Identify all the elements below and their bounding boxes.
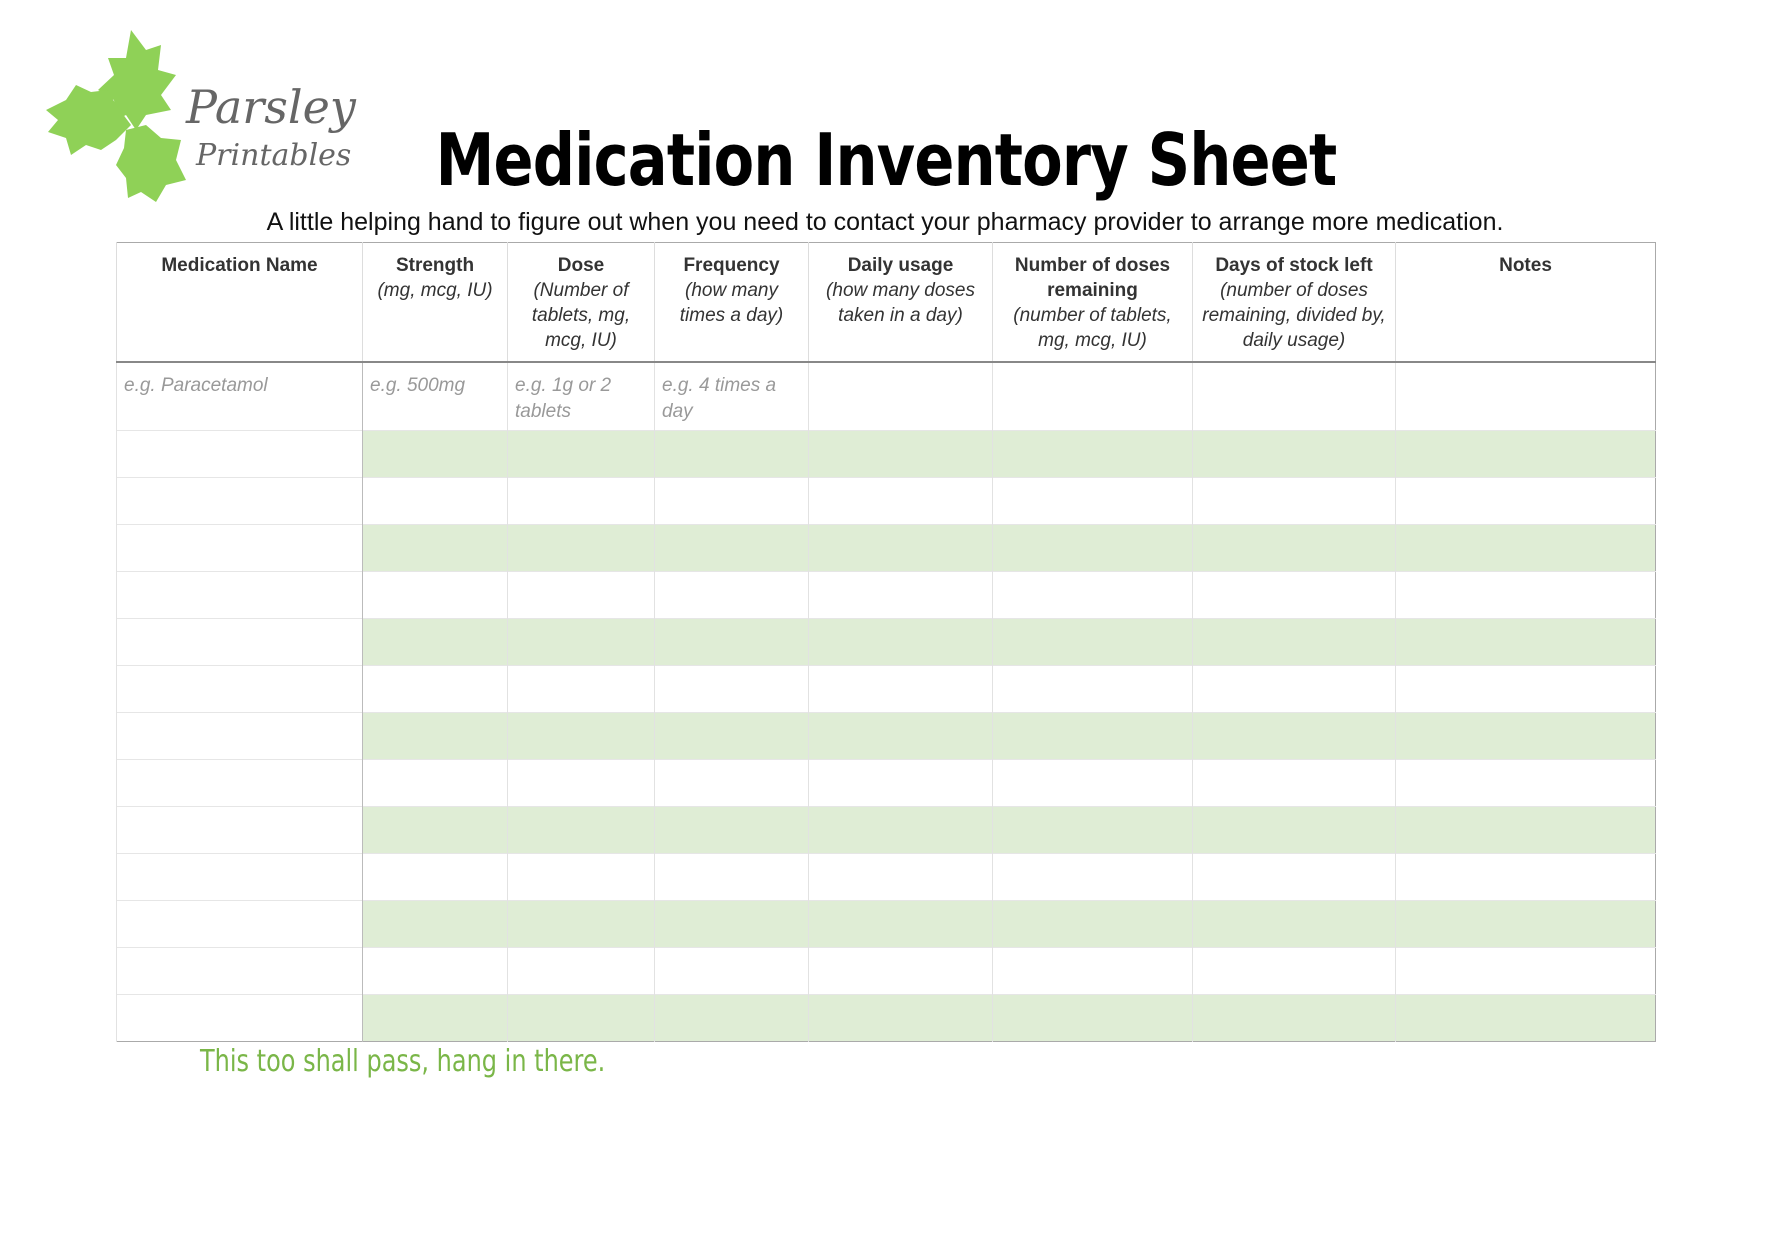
example-cell[interactable]: e.g. 500mg [363,362,508,430]
entry-cell[interactable] [1396,759,1656,806]
entry-cell[interactable] [655,712,809,759]
entry-cell[interactable] [655,853,809,900]
column-header [809,243,993,363]
entry-cell[interactable] [655,477,809,524]
entry-cell[interactable] [809,618,993,665]
entry-cell[interactable] [809,571,993,618]
table-row [117,618,1656,665]
table-row [117,571,1656,618]
column-header [655,243,809,363]
table-row [117,806,1656,853]
table-row [117,759,1656,806]
entry-cell[interactable] [655,524,809,571]
entry-cell[interactable] [1396,994,1656,1041]
entry-cell[interactable] [1396,712,1656,759]
entry-cell[interactable] [993,947,1193,994]
entry-cell[interactable] [1193,759,1396,806]
medication-inventory-table [116,242,1656,1042]
entry-cell[interactable] [117,618,363,665]
entry-cell[interactable] [809,806,993,853]
entry-cell[interactable] [809,665,993,712]
entry-cell[interactable] [1396,900,1656,947]
entry-cell[interactable] [363,571,508,618]
entry-cell[interactable] [993,759,1193,806]
table-row [117,477,1656,524]
column-title: Strength [395,255,475,276]
table-row [117,712,1656,759]
entry-cell[interactable] [655,665,809,712]
entry-cell[interactable] [655,571,809,618]
entry-cell[interactable] [993,571,1193,618]
encouragement-footer: This too shall pass, hang in there. [200,1044,606,1079]
entry-cell[interactable] [363,994,508,1041]
logo-text-printables: Printables [196,138,352,173]
entry-cell[interactable] [117,853,363,900]
entry-cell[interactable] [655,806,809,853]
entry-cell[interactable] [993,806,1193,853]
entry-cell[interactable] [1193,947,1396,994]
entry-cell[interactable] [993,430,1193,477]
entry-cell[interactable] [1396,477,1656,524]
entry-cell[interactable] [508,618,655,665]
column-title: Notes [1499,255,1552,276]
entry-cell[interactable] [508,477,655,524]
column-header [993,243,1193,363]
table-row [117,524,1656,571]
example-cell[interactable]: e.g. 4 times a day [655,362,809,430]
entry-cell[interactable] [655,900,809,947]
entry-cell[interactable] [1193,430,1396,477]
entry-cell[interactable] [1193,712,1396,759]
entry-cell[interactable] [1396,430,1656,477]
entry-cell[interactable] [1396,853,1656,900]
entry-cell[interactable] [655,994,809,1041]
column-title: Days of stock left [1215,255,1373,276]
entry-cell[interactable] [363,853,508,900]
entry-cell[interactable] [508,524,655,571]
column-hint: (number of tablets, mg, mcg, IU) [1013,305,1172,351]
entry-cell[interactable] [655,430,809,477]
entry-cell[interactable] [363,665,508,712]
entry-cell[interactable] [508,853,655,900]
entry-cell[interactable] [508,430,655,477]
column-header [363,243,508,363]
table-row [117,430,1656,477]
entry-cell[interactable] [363,806,508,853]
entry-cell[interactable] [1193,571,1396,618]
table-row [117,665,1656,712]
column-hint: (how many times a day) [679,280,784,326]
example-cell[interactable] [993,362,1193,430]
column-hint: (how many doses taken in a day) [826,280,975,326]
entry-cell[interactable] [117,712,363,759]
example-cell[interactable]: e.g. Paracetamol [117,362,363,430]
column-header [1193,243,1396,363]
column-hint: (mg, mcg, IU) [377,280,493,301]
example-row [117,362,1656,430]
entry-cell[interactable] [117,759,363,806]
entry-cell[interactable] [993,618,1193,665]
column-title: Daily usage [847,255,954,276]
entry-cell[interactable] [117,430,363,477]
entry-cell[interactable] [363,759,508,806]
entry-cell[interactable] [363,712,508,759]
entry-cell[interactable] [993,665,1193,712]
table-row [117,947,1656,994]
entry-cell[interactable] [809,712,993,759]
page-subtitle: A little helping hand to figure out when you need to contact your pharmacy provider to arrange more medication. [266,208,1504,236]
table-header-row [117,243,1656,363]
page-title: Medication Inventory Sheet [435,118,1337,202]
table-row [117,994,1656,1041]
table-row [117,853,1656,900]
entry-cell[interactable] [508,806,655,853]
entry-cell[interactable] [809,524,993,571]
entry-cell[interactable] [1396,571,1656,618]
entry-cell[interactable] [993,524,1193,571]
entry-cell[interactable] [809,430,993,477]
entry-cell[interactable] [1193,618,1396,665]
entry-cell[interactable] [655,618,809,665]
entry-cell[interactable] [363,900,508,947]
entry-cell[interactable] [1193,477,1396,524]
entry-cell[interactable] [363,947,508,994]
entry-cell[interactable] [363,430,508,477]
entry-cell[interactable] [117,947,363,994]
entry-cell[interactable] [655,947,809,994]
example-cell[interactable]: e.g. 1g or 2 tablets [508,362,655,430]
entry-cell[interactable] [809,994,993,1041]
entry-cell[interactable] [117,900,363,947]
column-title: Frequency [683,255,780,276]
entry-cell[interactable] [117,524,363,571]
entry-cell[interactable] [363,477,508,524]
entry-cell[interactable] [1193,853,1396,900]
column-header [508,243,655,363]
column-hint: (number of doses remaining, divided by, daily usage) [1202,280,1386,351]
table-row [117,900,1656,947]
entry-cell[interactable] [508,712,655,759]
column-title: Dose [557,255,605,276]
example-cell[interactable] [1193,362,1396,430]
entry-cell[interactable] [1396,806,1656,853]
entry-cell[interactable] [117,571,363,618]
entry-cell[interactable] [1396,618,1656,665]
entry-cell[interactable] [1193,665,1396,712]
entry-cell[interactable] [809,900,993,947]
entry-cell[interactable] [655,759,809,806]
column-header [117,243,363,363]
entry-cell[interactable] [993,994,1193,1041]
entry-cell[interactable] [1193,900,1396,947]
column-hint: (Number of tablets, mg, mcg, IU) [531,280,631,351]
entry-cell[interactable] [993,853,1193,900]
entry-cell[interactable] [1193,806,1396,853]
column-title: Medication Name [161,255,318,276]
entry-cell[interactable] [1396,524,1656,571]
example-cell[interactable] [809,362,993,430]
entry-cell[interactable] [117,477,363,524]
entry-cell[interactable] [993,477,1193,524]
entry-cell[interactable] [117,806,363,853]
entry-cell[interactable] [993,712,1193,759]
entry-cell[interactable] [508,994,655,1041]
entry-cell[interactable] [809,853,993,900]
logo-text-parsley: Parsley [186,80,356,134]
entry-cell[interactable] [809,477,993,524]
column-title: Number of doses remaining [1014,255,1171,301]
example-cell[interactable] [1396,362,1656,430]
entry-cell[interactable] [1193,994,1396,1041]
entry-cell[interactable] [809,759,993,806]
entry-cell[interactable] [508,900,655,947]
entry-cell[interactable] [1396,947,1656,994]
entry-cell[interactable] [809,947,993,994]
entry-cell[interactable] [1396,665,1656,712]
entry-cell[interactable] [508,571,655,618]
entry-cell[interactable] [993,900,1193,947]
entry-cell[interactable] [363,618,508,665]
entry-cell[interactable] [363,524,508,571]
entry-cell[interactable] [508,665,655,712]
entry-cell[interactable] [117,665,363,712]
entry-cell[interactable] [117,994,363,1041]
entry-cell[interactable] [1193,524,1396,571]
column-header [1396,243,1656,363]
entry-cell[interactable] [508,947,655,994]
entry-cell[interactable] [508,759,655,806]
